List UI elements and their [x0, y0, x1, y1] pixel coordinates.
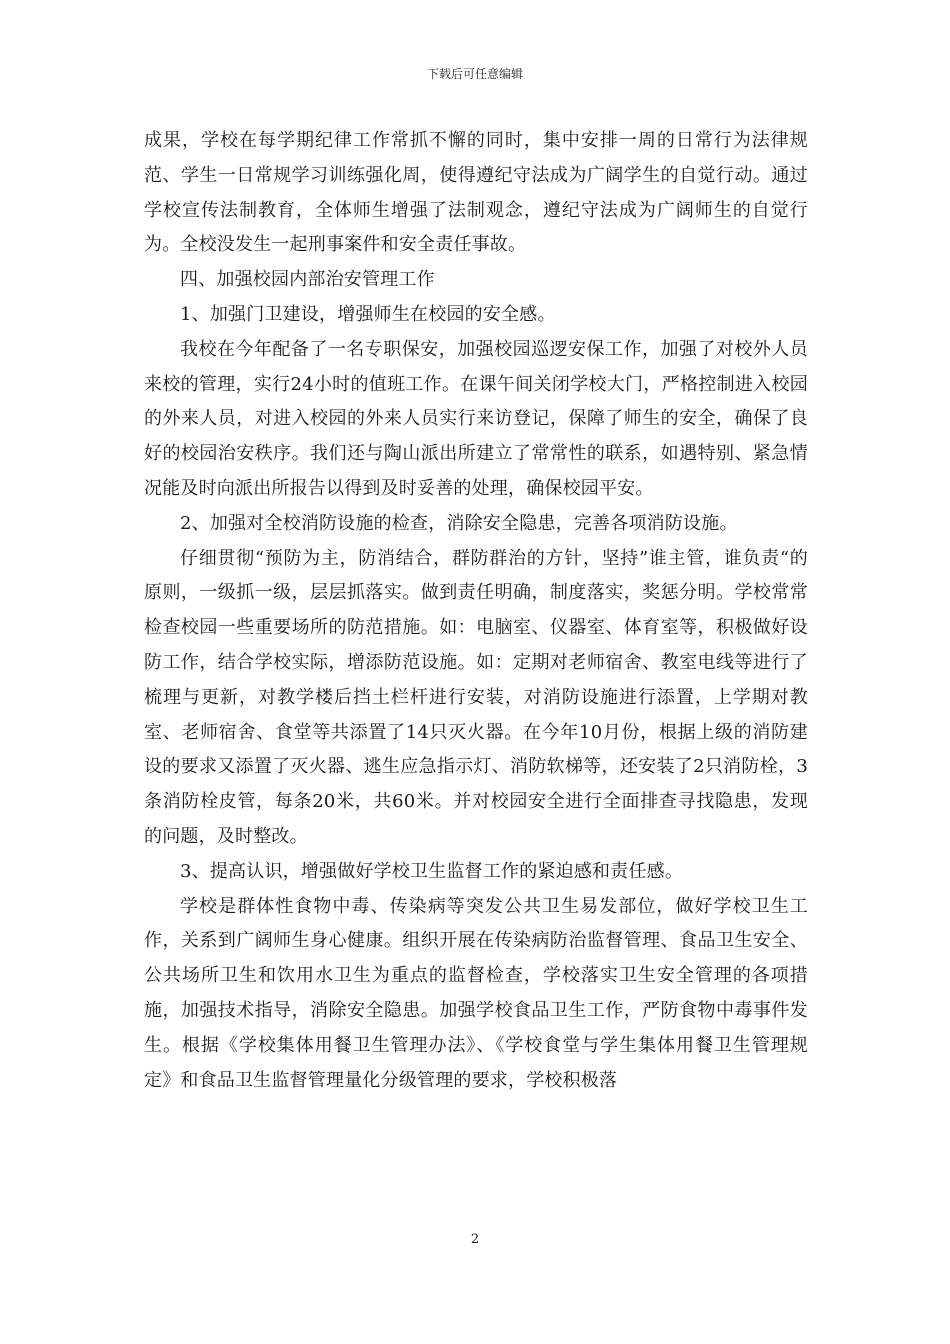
page-number: 2	[470, 1232, 480, 1247]
page-header: 下载后可任意编辑	[426, 67, 523, 81]
subsection-heading: 3、提高认识，增强做好学校卫生监督工作的紧迫感和责任感。	[180, 860, 684, 882]
paragraph: 学校是群体性食物中毒、传染病等突发公共卫生易发部位，做好学校卫生工作，关系到广阔师生身心健康。组织开展在传染病防治监督管理、食品卫生安全、公共场所卫生和饮用水卫生为重点的监督检查，学校落实卫生安全管理的各项措施，加强技术指导，消除安全隐患。加强学校食品卫生工作，严防食物中毒事件发生。根据《学校集体用餐卫生管理办法》、《学校食堂与学生集体用餐卫生管理规定》和食品卫生监督管理量化分级管理的要求，学校积极落	[144, 895, 808, 1091]
document-body	[144, 124, 808, 1098]
paragraph: 成果，学校在每学期纪律工作常抓不懈的同时，集中安排一周的日常行为法律规范、学生一日常规学习训练强化周，使得遵纪守法成为广阔学生的自觉行动。通过学校宣传法制教育，全体师生增强了法制观念，遵纪守法成为广阔师生的自觉行为。全校没发生一起刑事案件和安全责任事故。	[144, 130, 808, 256]
section-heading: 四、加强校园内部治安管理工作	[180, 269, 435, 291]
subsection-heading: 2、加强对全校消防设施的检查，消除安全隐患，完善各项消防设施。	[180, 512, 738, 534]
subsection-heading: 1、加强门卫建设，增强师生在校园的安全感。	[180, 303, 556, 325]
paragraph: 我校在今年配备了一名专职保安，加强校园巡逻安保工作，加强了对校外人员来校的管理，实行24小时的值班工作。在课午间关闭学校大门，严格控制进入校园的外来人员，对进入校园的外来人员实行来访登记，保障了师生的安全，确保了良好的校园治安秩序。我们还与陶山派出所建立了常常性的联系，如遇特别、紧急情况能及时向派出所报告以得到及时妥善的处理，确保校园平安。	[144, 338, 808, 499]
paragraph: 仔细贯彻“预防为主，防消结合，群防群治的方针，坚持”谁主管，谁负责“的原则，一级抓一级，层层抓落实。做到责任明确，制度落实，奖惩分明。学校常常检查校园一些重要场所的防范措施。如：电脑室、仪器室、体育室等，积极做好设防工作，结合学校实际，增添防范设施。如：定期对老师宿舍、教室电线等进行了梳理与更新，对教学楼后挡土栏杆进行安装，对消防设施进行添置，上学期对教室、老师宿舍、食堂等共添置了14只灭火器。在今年10月份，根据上级的消防建设的要求又添置了灭火器、逃生应急指示灯、消防软梯等，还安装了2只消防栓，3条消防栓皮管，每条20米，共60米。并对校园安全进行全面排查寻找隐患，发现的问题，及时整改。	[144, 547, 808, 847]
